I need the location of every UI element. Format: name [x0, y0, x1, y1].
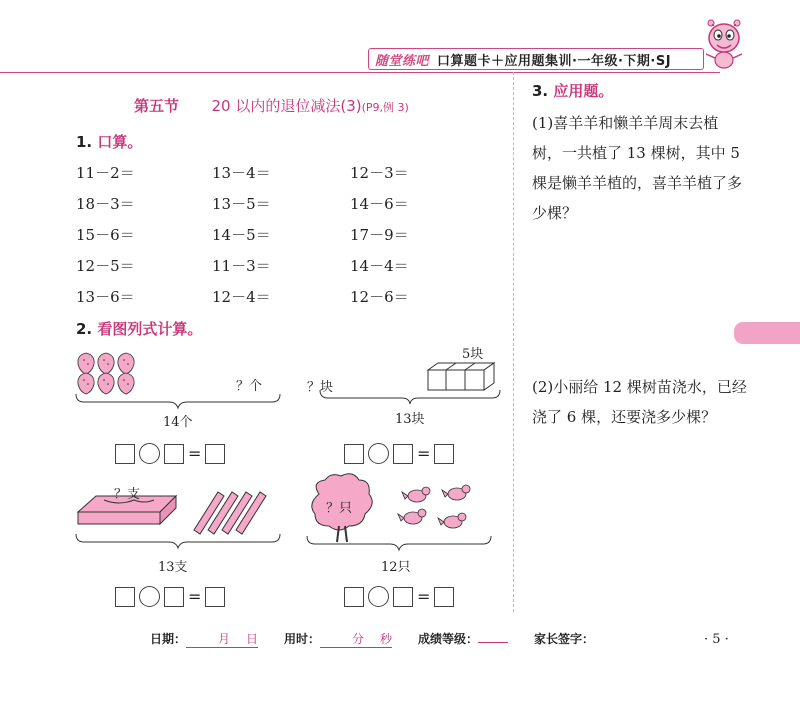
blocks-illustration	[318, 360, 503, 412]
mascot-icon	[702, 16, 746, 72]
q3-heading	[532, 80, 613, 101]
oral-item: 12－6＝	[350, 288, 409, 306]
minute-field[interactable]: 分	[320, 630, 364, 648]
pencils-illustration	[74, 478, 284, 550]
answer-box[interactable]	[393, 587, 413, 607]
side-tab	[734, 322, 800, 344]
answer-box[interactable]	[115, 444, 135, 464]
unknown-label-2: ？块	[307, 380, 334, 395]
answer-box[interactable]	[434, 444, 454, 464]
series-banner	[368, 48, 704, 70]
answer-box[interactable]	[344, 587, 364, 607]
unknown-label-4: ？只	[326, 501, 353, 516]
time-field	[284, 630, 392, 648]
answer-row-4	[344, 586, 454, 607]
oral-item: 17－9＝	[350, 226, 409, 244]
column-divider	[513, 72, 514, 612]
oral-item: 14－4＝	[350, 257, 409, 275]
equal-sign: =	[417, 587, 431, 606]
equal-sign: =	[188, 444, 202, 463]
answer-box[interactable]	[164, 587, 184, 607]
section-subtitle: 20 以内的退位减法(3)	[211, 97, 362, 115]
operator-circle[interactable]	[368, 443, 389, 464]
oral-item: 12－5＝	[76, 257, 135, 275]
equal-sign: =	[188, 587, 202, 606]
signature-field	[534, 630, 594, 648]
grade-label: 成绩等级：	[418, 632, 479, 646]
answer-row-3	[115, 586, 225, 607]
q1-number: 1.	[76, 133, 93, 151]
oral-item: 13－6＝	[76, 288, 135, 306]
oral-item: 18－3＝	[76, 195, 135, 213]
operator-circle[interactable]	[368, 586, 389, 607]
answer-box[interactable]	[434, 587, 454, 607]
total-label-4: 12只	[381, 560, 411, 575]
section-title: 第五节	[134, 97, 180, 115]
day-field[interactable]: 日	[230, 630, 258, 648]
grade-input[interactable]	[478, 642, 508, 643]
answer-box[interactable]	[205, 444, 225, 464]
answer-row-1	[115, 443, 225, 464]
word-problem-1: (1)喜羊羊和懒羊羊周末去植树，一共植了 13 棵树，其中 5 棵是懒羊羊植的，喜羊羊植了多少棵？	[532, 114, 743, 222]
answer-box[interactable]	[205, 587, 225, 607]
second-field[interactable]: 秒	[364, 630, 392, 648]
page-number: · 5 ·	[704, 632, 729, 647]
section-heading	[134, 95, 409, 116]
date-label: 日期：	[150, 632, 187, 646]
q2-heading	[76, 318, 202, 339]
oral-item: 12－3＝	[350, 164, 409, 182]
top-label-2: 5块	[462, 347, 484, 362]
operator-circle[interactable]	[139, 443, 160, 464]
section-ref: (P9,例 3)	[361, 101, 409, 114]
total-label-3: 13支	[158, 560, 188, 575]
series-lead: 随堂练吧	[375, 53, 430, 69]
q3-number: 3.	[532, 82, 549, 100]
oral-item: 14－6＝	[350, 195, 409, 213]
oral-item: 13－5＝	[212, 195, 271, 213]
word-problem-2: (2)小丽给 12 棵树苗浇水，已经浇了 6 棵，还要浇多少棵？	[532, 378, 747, 426]
total-label-1: 14个	[163, 415, 193, 430]
q2-number: 2.	[76, 320, 93, 338]
q1-heading	[76, 131, 142, 152]
answer-box[interactable]	[164, 444, 184, 464]
oral-item: 12－4＝	[212, 288, 271, 306]
oral-item: 11－2＝	[76, 164, 135, 182]
operator-circle[interactable]	[139, 586, 160, 607]
q1-title: 口算。	[97, 133, 143, 151]
month-field[interactable]: 月	[186, 630, 230, 648]
grade-field	[418, 630, 508, 648]
unknown-label-1: ？个	[236, 379, 263, 394]
oral-item: 11－3＝	[212, 257, 271, 275]
answer-row-2	[344, 443, 454, 464]
q3-title: 应用题。	[553, 82, 614, 100]
unknown-label-3: ？支	[114, 487, 141, 502]
series-rest: 口算题卡＋应用题集训·一年级·下期·SJ	[437, 53, 672, 69]
time-label: 用时：	[284, 632, 321, 646]
total-label-2: 13块	[395, 412, 425, 427]
oral-item: 15－6＝	[76, 226, 135, 244]
sign-label: 家长签字：	[534, 632, 595, 646]
q2-title: 看图列式计算。	[97, 320, 203, 338]
footer	[150, 630, 594, 648]
header-rule	[0, 72, 720, 73]
answer-box[interactable]	[115, 587, 135, 607]
answer-box[interactable]	[344, 444, 364, 464]
oral-item: 14－5＝	[212, 226, 271, 244]
equal-sign: =	[417, 444, 431, 463]
answer-box[interactable]	[393, 444, 413, 464]
date-field	[150, 630, 258, 648]
oral-item: 13－4＝	[212, 164, 271, 182]
